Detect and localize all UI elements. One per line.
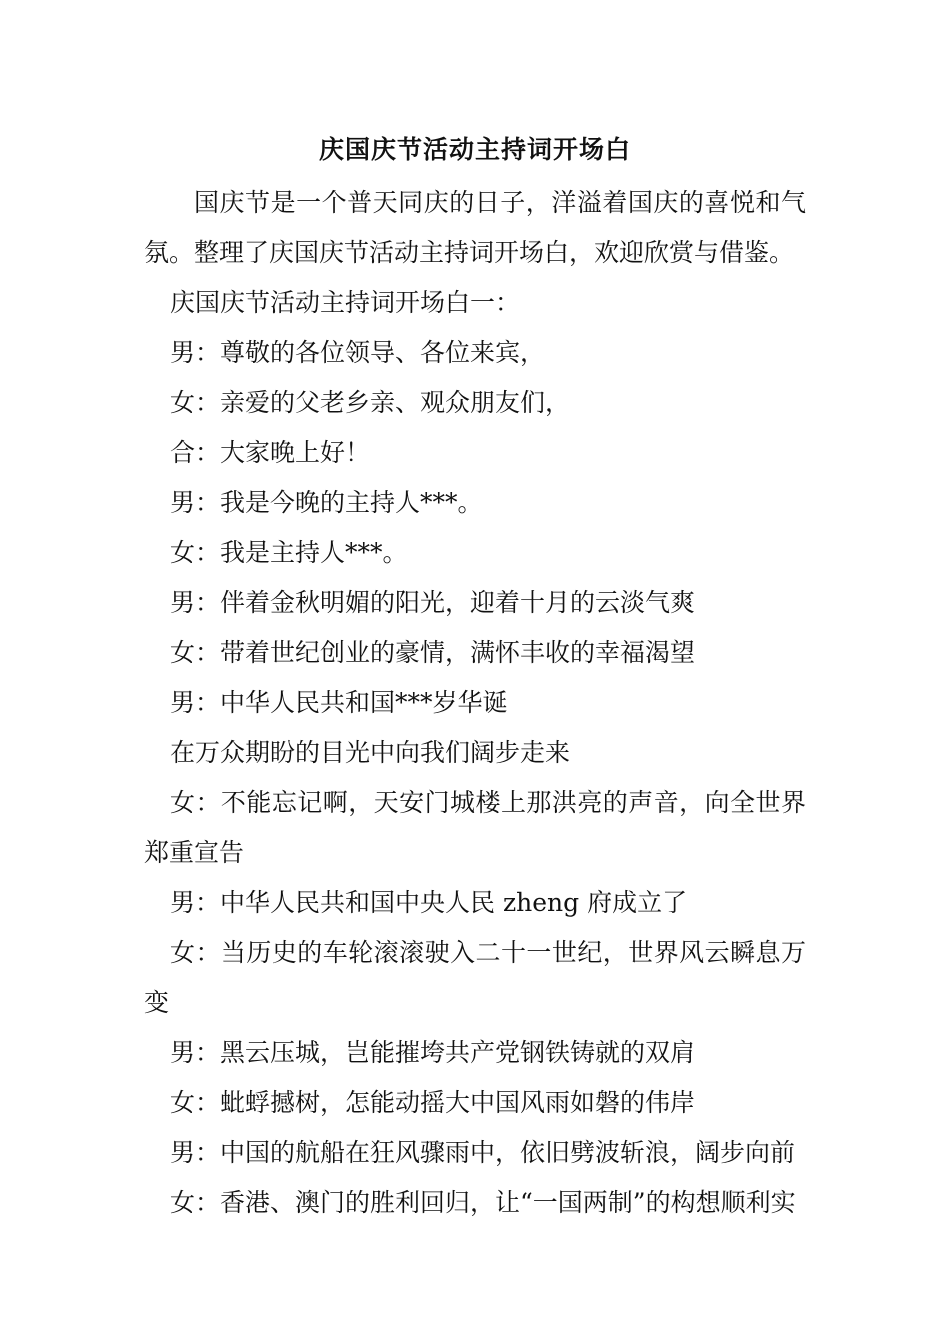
paragraph: 女：香港、澳门的胜利回归，让“一国两制”的构想顺利实: [170, 1188, 796, 1217]
paragraph: 庆国庆节活动主持词开场白一：: [170, 288, 521, 317]
paragraph: 男：尊敬的各位领导、各位来宾，: [170, 338, 546, 367]
paragraph: 女：亲爱的父老乡亲、观众朋友们，: [170, 388, 571, 417]
paragraph: 男：中国的航船在狂风骤雨中，依旧劈波斩浪，阔步向前: [170, 1138, 796, 1167]
paragraph: 男：黑云压城，岂能摧垮共产党钢铁铸就的双肩: [170, 1038, 696, 1067]
paragraph: 女：我是主持人***。: [170, 538, 408, 567]
paragraph: 合：大家晚上好！: [170, 438, 371, 467]
paragraph: 男：伴着金秋明媚的阳光，迎着十月的云淡气爽: [170, 588, 696, 617]
paragraph: 在万众期盼的目光中向我们阔步走来: [170, 738, 571, 767]
paragraph: 男：中华人民共和国***岁华诞: [170, 688, 508, 717]
document-title: 庆国庆节活动主持词开场白: [318, 135, 631, 164]
paragraph: 国庆节是一个普天同庆的日子，洋溢着国庆的喜悦和气氛。整理了庆国庆节活动主持词开场白，欢迎欣赏与借鉴。: [144, 188, 806, 267]
paragraph: 女：蚍蜉撼树，怎能动摇大中国风雨如磐的伟岸: [170, 1088, 696, 1117]
paragraph: 女：带着世纪创业的豪情，满怀丰收的幸福渴望: [170, 638, 696, 667]
paragraph: 女：不能忘记啊，天安门城楼上那洪亮的声音，向全世界郑重宣告: [144, 788, 806, 867]
paragraph: 男：我是今晚的主持人***。: [170, 488, 483, 517]
paragraph: 女：当历史的车轮滚滚驶入二十一世纪，世界风云瞬息万变: [144, 938, 806, 1017]
paragraph: 男：中华人民共和国中央人民 zheng 府成立了: [170, 888, 688, 917]
document-body: [144, 178, 806, 1228]
